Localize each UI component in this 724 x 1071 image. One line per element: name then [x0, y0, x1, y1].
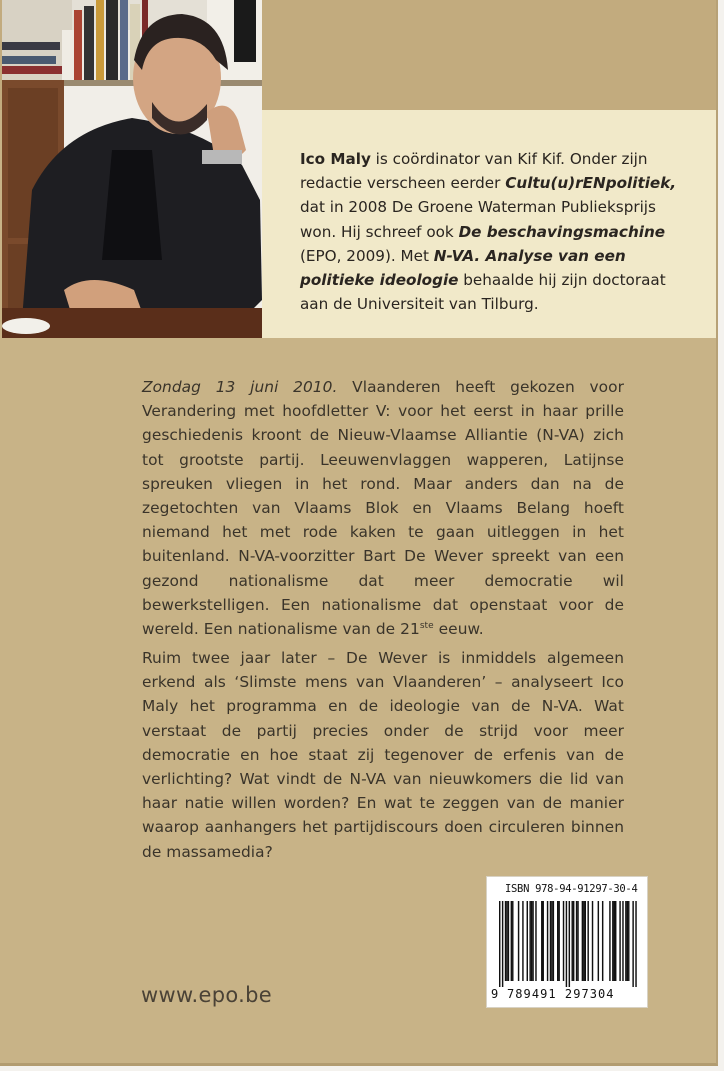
barcode-bar: [518, 901, 519, 981]
barcode-bar: [563, 901, 564, 981]
barcode-bar: [622, 901, 623, 981]
barcode-bar: [532, 901, 533, 981]
barcode-bar: [569, 901, 570, 987]
barcode-bar: [543, 901, 544, 981]
barcode-bar: [615, 901, 616, 981]
barcode-bar: [582, 901, 583, 981]
barcode-bar: [531, 901, 532, 981]
barcode-bar: [632, 901, 633, 987]
isbn-label: ISBN 978-94-91297-30-4: [505, 883, 638, 895]
barcode-bar: [505, 901, 506, 981]
ean-digits: 789491 297304: [507, 987, 615, 1001]
barcode-bar: [535, 901, 536, 981]
barcode-bar: [553, 901, 554, 981]
barcode-bar: [529, 901, 530, 981]
barcode-bar: [592, 901, 593, 981]
barcode-bar: [550, 901, 551, 981]
blurb-paragraph-1: Zondag 13 juni 2010. Vlaanderen heeft gekozen voor Verandering met hoofdletter V: voor het eerst in haar prille geschiedenis kroont de Nieuw-Vlaamse Alliantie (N-VA) zich tot grootste partij. Leeuwenvlaggen wapperen, Latijnse spreuken vliegen in het rond. Maar anders dan na de zegetochten van Vlaams Blok en Vlaams Belang hoeft niemand het met rode kaken te gaan uitleggen in het buitenland. N-VA-voorzitter Bart De Wever spreekt van een gezond nationalisme dat meer democratie wil bewerkstelligen. Een nationalisme dat openstaat voor de wereld. Een nationalisme van de 21ste eeuw.: [142, 378, 624, 639]
publisher-website[interactable]: www.epo.be: [141, 983, 272, 1007]
barcode-bar: [558, 901, 559, 981]
book-title-2: De beschavingsmachine: [458, 222, 666, 241]
barcode-bar: [628, 901, 629, 981]
blurb-paragraph-2: Ruim twee jaar later – De Wever is inmiddels algemeen erkend als ‘Slimste mens van Vlaanderen’ – analyseert Ico Maly het programma en de ideologie van de N-VA. Wat verstaat de partij precies onder de strijd voor meer democratie en hoe staat zij tegenover de erfenis van de verlichting? Wat vindt de N-VA van nieuwkomers die lid van haar natie willen worden? En wat te zeggen van de manier waarop aanhangers het partijdiscours doen circuleren binnen de massamedia?: [142, 649, 624, 861]
barcode-bar: [572, 901, 573, 981]
barcode-bars: [493, 901, 641, 987]
barcode-bar: [598, 901, 599, 981]
book-title-1: Cultu(u)rENpolitiek,: [505, 174, 677, 193]
book-title-3: N-VA. Analyse van een politieke ideologie: [300, 246, 626, 290]
barcode-bar: [627, 901, 628, 981]
barcode-bar: [541, 901, 542, 981]
barcode-bar: [583, 901, 584, 981]
barcode-bar: [551, 901, 552, 981]
barcode-bar: [614, 901, 615, 981]
barcode-bar: [612, 901, 613, 981]
ean-first-digit: 9: [491, 987, 499, 1001]
barcode-bar: [625, 901, 626, 981]
barcode-bar: [566, 901, 567, 987]
barcode-bar: [587, 901, 588, 981]
author-bio: Ico Maly is coördinator van Kif Kif. Onder zijn redactie verscheen eerder Cultu(u)rENpolitiek, dat in 2008 De Groene Waterman Publieksprijs won. Hij schreef ook De beschavingsmachine (EPO, 2009). Met N-VA. Analyse van een politieke ideologie behaalde hij zijn doctoraat aan de Universiteit van Tilburg.: [300, 150, 677, 314]
barcode-bar: [557, 901, 558, 981]
author-photo: [2, 0, 262, 338]
barcode-bar: [502, 901, 503, 987]
barcode-bar: [547, 901, 548, 981]
barcode-bar: [619, 901, 620, 981]
barcode-bar: [512, 901, 513, 981]
author-name: Ico Maly: [300, 150, 371, 168]
barcode-bar: [508, 901, 509, 981]
barcode-bar: [506, 901, 507, 981]
barcode-bar: [573, 901, 574, 981]
barcode-bar: [499, 901, 500, 987]
barcode-bar: [576, 901, 577, 981]
barcode-bar: [602, 901, 603, 981]
isbn-barcode: [486, 876, 648, 1008]
blurb-lead: Zondag 13 juni 2010.: [142, 378, 338, 396]
barcode-bar: [577, 901, 578, 981]
barcode-bar: [527, 901, 528, 981]
barcode-bar: [522, 901, 523, 981]
barcode-bar: [635, 901, 636, 987]
barcode-bar: [585, 901, 586, 981]
barcode-bar: [609, 901, 610, 981]
barcode-bar: [511, 901, 512, 981]
